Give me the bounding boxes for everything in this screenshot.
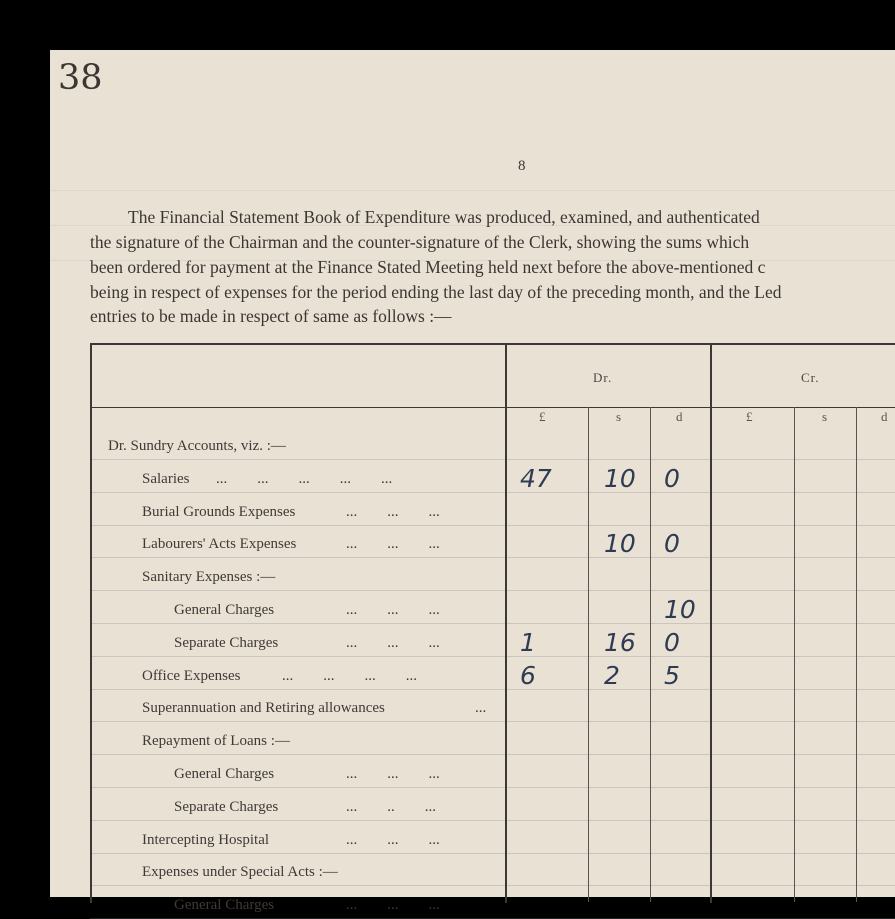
row-label: Superannuation and Retiring allowances (142, 700, 385, 717)
paragraph-line: The Financial Statement Book of Expenditure was produced, examined, and authenticated (128, 207, 760, 227)
dr-pence-entry: 5 (664, 660, 680, 690)
row-leader-dots: ... ... ... (346, 503, 440, 520)
row-label: Separate Charges (174, 798, 279, 815)
row-label: Sanitary Expenses :— (142, 569, 276, 586)
paragraph-line: been ordered for payment at the Finance Stated Meeting held next before the above-mentioned c (90, 257, 766, 277)
page-number: 8 (518, 158, 526, 174)
dr-pence-entry: 10 (664, 595, 696, 624)
row-label: Salaries (142, 470, 190, 487)
dr-shillings-entry: 10 (604, 463, 636, 493)
row-label: General Charges (174, 602, 275, 618)
cr-pounds-heading: £ (746, 409, 753, 424)
dr-column-heading: Dr. (593, 370, 613, 385)
dr-pounds-entry: 1 (520, 627, 536, 657)
row-leader-dots: ... ... ... (346, 897, 440, 914)
row-leader-dots: ... ... ... (346, 831, 440, 848)
row-leader-dots: ... ... ... (346, 634, 440, 651)
dr-pence-entry: 0 (664, 627, 680, 657)
folio-number: 38 (58, 58, 103, 98)
row-leader-dots: ... (475, 700, 487, 717)
dr-pence-entry: 0 (664, 463, 680, 493)
row-leader-dots: ... ... ... ... (282, 667, 417, 684)
row-label: Separate Charges (174, 634, 279, 651)
row-label: Burial Grounds Expenses (142, 503, 296, 520)
row-label: Labourers' Acts Expenses (142, 536, 297, 553)
dr-pence-heading: d (676, 409, 683, 424)
dr-pence-entry: 0 (664, 529, 680, 559)
dr-shillings-entry: 10 (604, 529, 636, 559)
row-label: Repayment of Loans :— (142, 733, 290, 750)
paragraph-line: being in respect of expenses for the period ending the last day of the preceding month, and the Led (90, 282, 782, 302)
row-label: Intercepting Hospital (142, 831, 270, 848)
row-leader-dots: ... ... ... (346, 602, 440, 618)
row-label: Office Expenses (142, 667, 241, 684)
row-label: General Charges (174, 897, 275, 914)
row-leader-dots: ... ... ... (346, 536, 440, 553)
ledger-page (50, 50, 895, 914)
row-leader-dots: ... ... ... ... ... (216, 470, 393, 487)
row-label: Expenses under Special Acts :— (142, 864, 338, 881)
cr-column-heading: Cr. (801, 370, 820, 385)
dr-shillings-entry: 2 (604, 660, 620, 690)
dr-shillings-entry: 16 (604, 627, 636, 657)
cr-pence-heading: d (881, 409, 888, 424)
dr-pounds-entry: 6 (520, 660, 536, 690)
row-leader-dots: ... .. ... (346, 798, 436, 815)
dr-pounds-entry: 47 (520, 463, 552, 493)
cr-shillings-heading: s (822, 409, 828, 424)
dr-pounds-heading: £ (539, 409, 546, 424)
paragraph-line: entries to be made in respect of same as follows :— (90, 306, 452, 326)
row-label: Dr. Sundry Accounts, viz. :— (108, 438, 286, 454)
row-label: General Charges (174, 766, 275, 782)
paragraph-line: the signature of the Chairman and the counter-signature of the Clerk, showing the sums which (90, 232, 750, 252)
row-leader-dots: ... ... ... (346, 766, 440, 782)
dr-shillings-heading: s (616, 409, 622, 424)
